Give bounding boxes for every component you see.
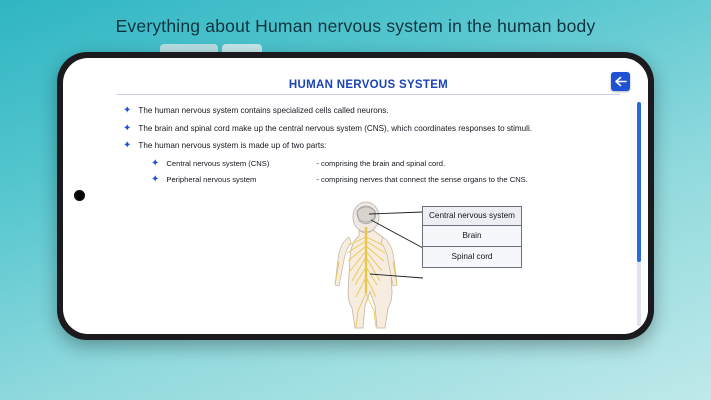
list-item xyxy=(151,158,596,169)
callout-group xyxy=(422,206,522,268)
diamond-bullet-icon: ✦ xyxy=(123,122,132,134)
callout-central-nervous-system[interactable]: Central nervous system xyxy=(422,206,522,226)
scrollbar-thumb[interactable] xyxy=(637,102,641,262)
callout-spinal-cord[interactable]: Spinal cord xyxy=(422,247,522,268)
diamond-bullet-icon: ✦ xyxy=(151,157,160,169)
scrollbar[interactable] xyxy=(637,102,641,326)
callout-brain[interactable]: Brain xyxy=(422,226,522,247)
page-title: HUMAN NERVOUS SYSTEM xyxy=(288,79,449,91)
phone-screen xyxy=(63,58,648,334)
list-item xyxy=(123,105,596,116)
sub-bullet-desc: - comprising nerves that connect the sense organs to the CNS. xyxy=(316,174,528,184)
back-button[interactable] xyxy=(611,72,630,91)
diamond-bullet-icon: ✦ xyxy=(123,105,132,116)
sub-bullet-label: Peripheral nervous system xyxy=(166,174,257,184)
sub-bullet-desc: - comprising the brain and spinal cord. xyxy=(316,158,446,168)
diamond-bullet-icon: ✦ xyxy=(151,173,160,185)
bullet-list xyxy=(123,105,596,190)
title-divider xyxy=(117,94,620,95)
bullet-text: The brain and spinal cord make up the central nervous system (CNS), which coordinates responses to stimuli. xyxy=(138,123,533,133)
list-item xyxy=(123,140,596,151)
bullet-text: The human nervous system contains specialized cells called neurons. xyxy=(138,106,389,115)
camera-icon xyxy=(74,190,85,201)
sub-bullet-label: Central nervous system (CNS) xyxy=(166,158,270,168)
page-headline: Everything about Human nervous system in the human body xyxy=(115,16,596,36)
bullet-text: The human nervous system is made up of two parts: xyxy=(138,141,327,150)
sub-bullet-list xyxy=(151,158,596,185)
app-content xyxy=(89,58,648,334)
list-item xyxy=(123,123,596,134)
diamond-bullet-icon: ✦ xyxy=(123,140,132,151)
phone-frame xyxy=(57,52,654,340)
page-title-bar xyxy=(89,75,648,93)
list-item xyxy=(151,174,596,185)
